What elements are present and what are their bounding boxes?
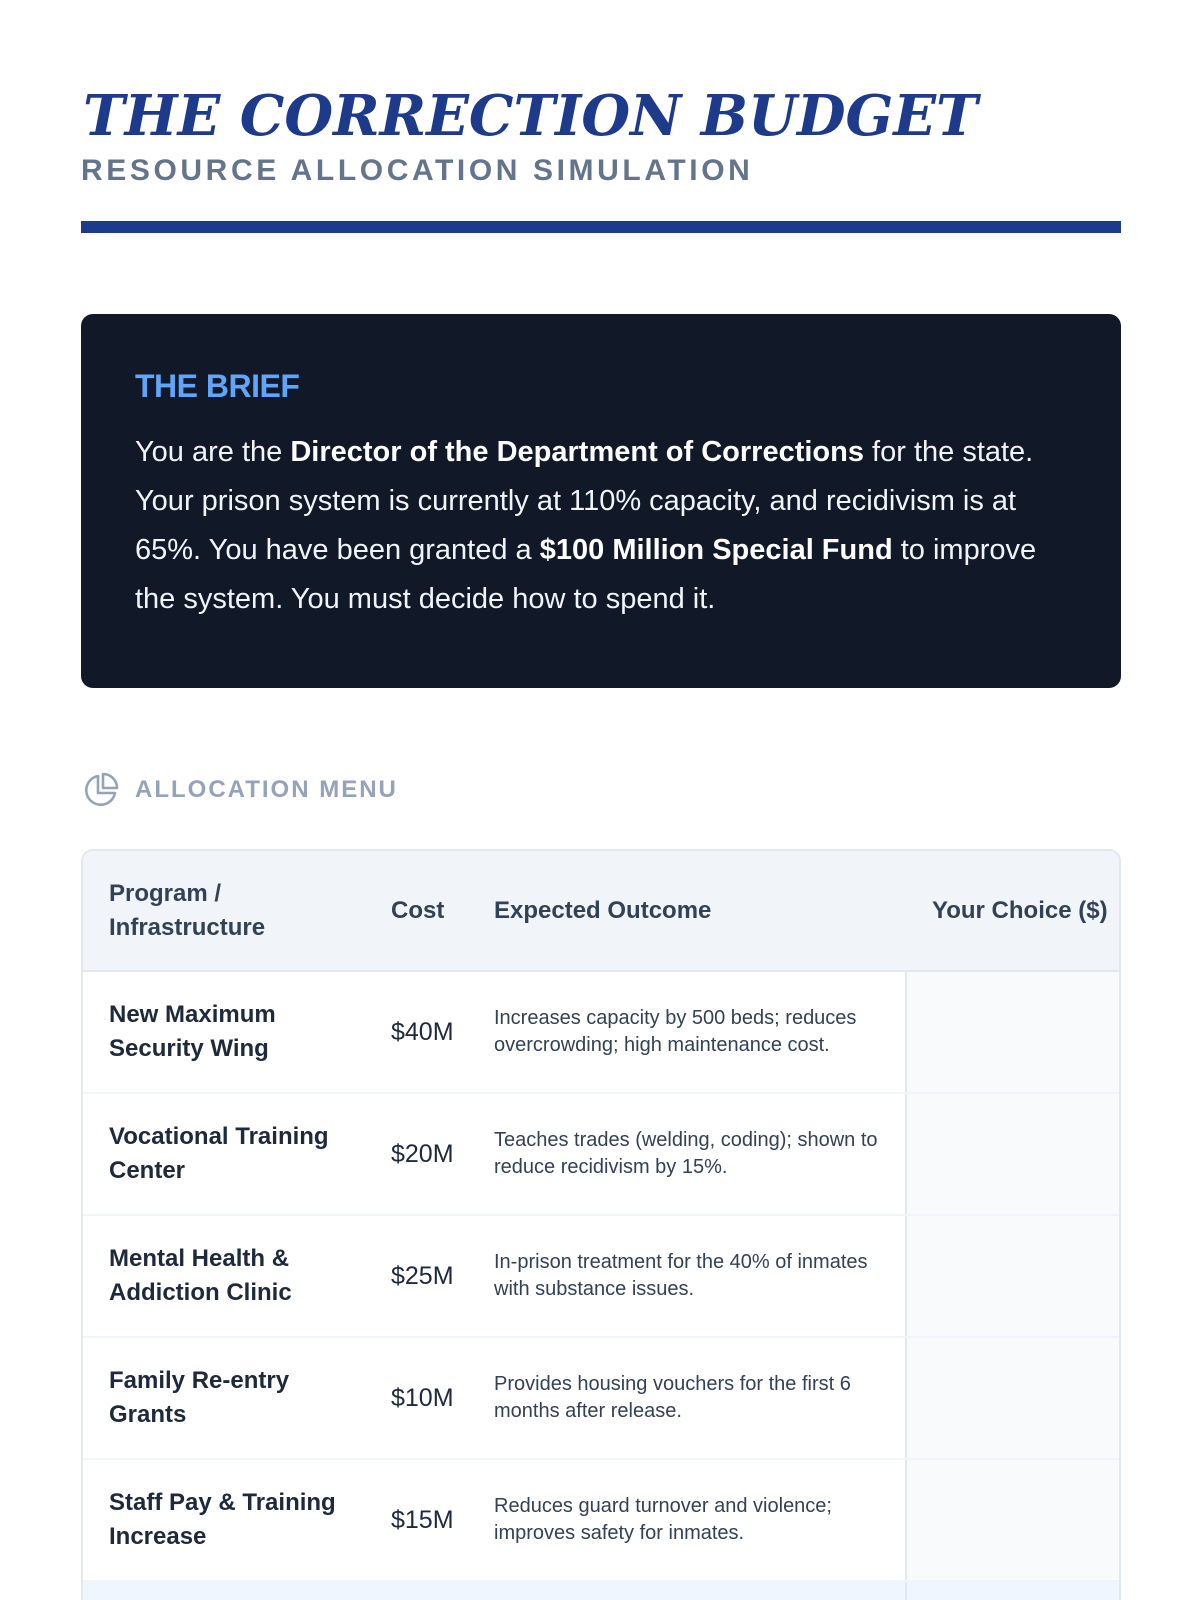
table-header-row [83,851,1119,971]
program-cost: $20M [365,1093,478,1215]
program-cost: $10M [365,1337,478,1459]
partial-cell [365,1581,478,1600]
partial-cell [83,1581,365,1600]
program-name: New Maximum Security Wing [83,971,365,1093]
brief-text [135,428,1067,624]
allocation-table [81,849,1121,1600]
brief-card [81,314,1121,688]
pie-chart-icon [81,770,121,810]
table-row [83,1337,1119,1459]
choice-input-cell[interactable] [906,1459,1119,1581]
program-outcome: Provides housing vouchers for the first 6 months after release. [478,1337,906,1459]
page-subtitle: RESOURCE ALLOCATION SIMULATION [81,154,754,187]
choice-input-cell[interactable] [906,971,1119,1093]
brief-text-part-1: You are the [135,436,291,468]
program-name: Mental Health & Addiction Clinic [83,1215,365,1337]
allocation-menu-label: ALLOCATION MENU [135,776,398,803]
table-row [83,971,1119,1093]
program-cost: $25M [365,1215,478,1337]
brief-text-part-3: to improve the system. You must decide how to spend it. [135,534,1037,615]
column-header-program: Program / Infrastructure [83,851,365,971]
brief-title: THE BRIEF [135,368,300,404]
choice-input-cell[interactable] [906,1215,1119,1337]
program-outcome: Increases capacity by 500 beds; reduces overcrowding; high maintenance cost. [478,971,906,1093]
program-outcome: Teaches trades (welding, coding); shown to reduce recidivism by 15%. [478,1093,906,1215]
table-row [83,1459,1119,1581]
brief-fund: $100 Million Special Fund [539,534,893,566]
partial-choice-cell [906,1581,1119,1600]
brief-text-part-2: for the state. Your prison system is currently at 110% capacity, and recidivism is at 65%. You have been granted a [135,436,1034,566]
program-outcome: Reduces guard turnover and violence; improves safety for inmates. [478,1459,906,1581]
table-row [83,1215,1119,1337]
program-cost: $15M [365,1459,478,1581]
allocation-menu-heading [81,770,398,810]
column-header-choice: Your Choice ($) [906,851,1119,971]
page-title: THE CORRECTION BUDGET [83,83,978,149]
table-row-partial [83,1581,1119,1600]
program-cost: $40M [365,971,478,1093]
program-name: Family Re-entry Grants [83,1337,365,1459]
choice-input-cell[interactable] [906,1337,1119,1459]
brief-role: Director of the Department of Corrections [290,436,864,468]
choice-input-cell[interactable] [906,1093,1119,1215]
program-name: Staff Pay & Training Increase [83,1459,365,1581]
partial-cell [478,1581,906,1600]
header-divider [81,221,1121,233]
column-header-outcome: Expected Outcome [478,851,906,971]
program-outcome: In-prison treatment for the 40% of inmates with substance issues. [478,1215,906,1337]
program-name: Vocational Training Center [83,1093,365,1215]
table-row [83,1093,1119,1215]
column-header-cost: Cost [365,851,478,971]
